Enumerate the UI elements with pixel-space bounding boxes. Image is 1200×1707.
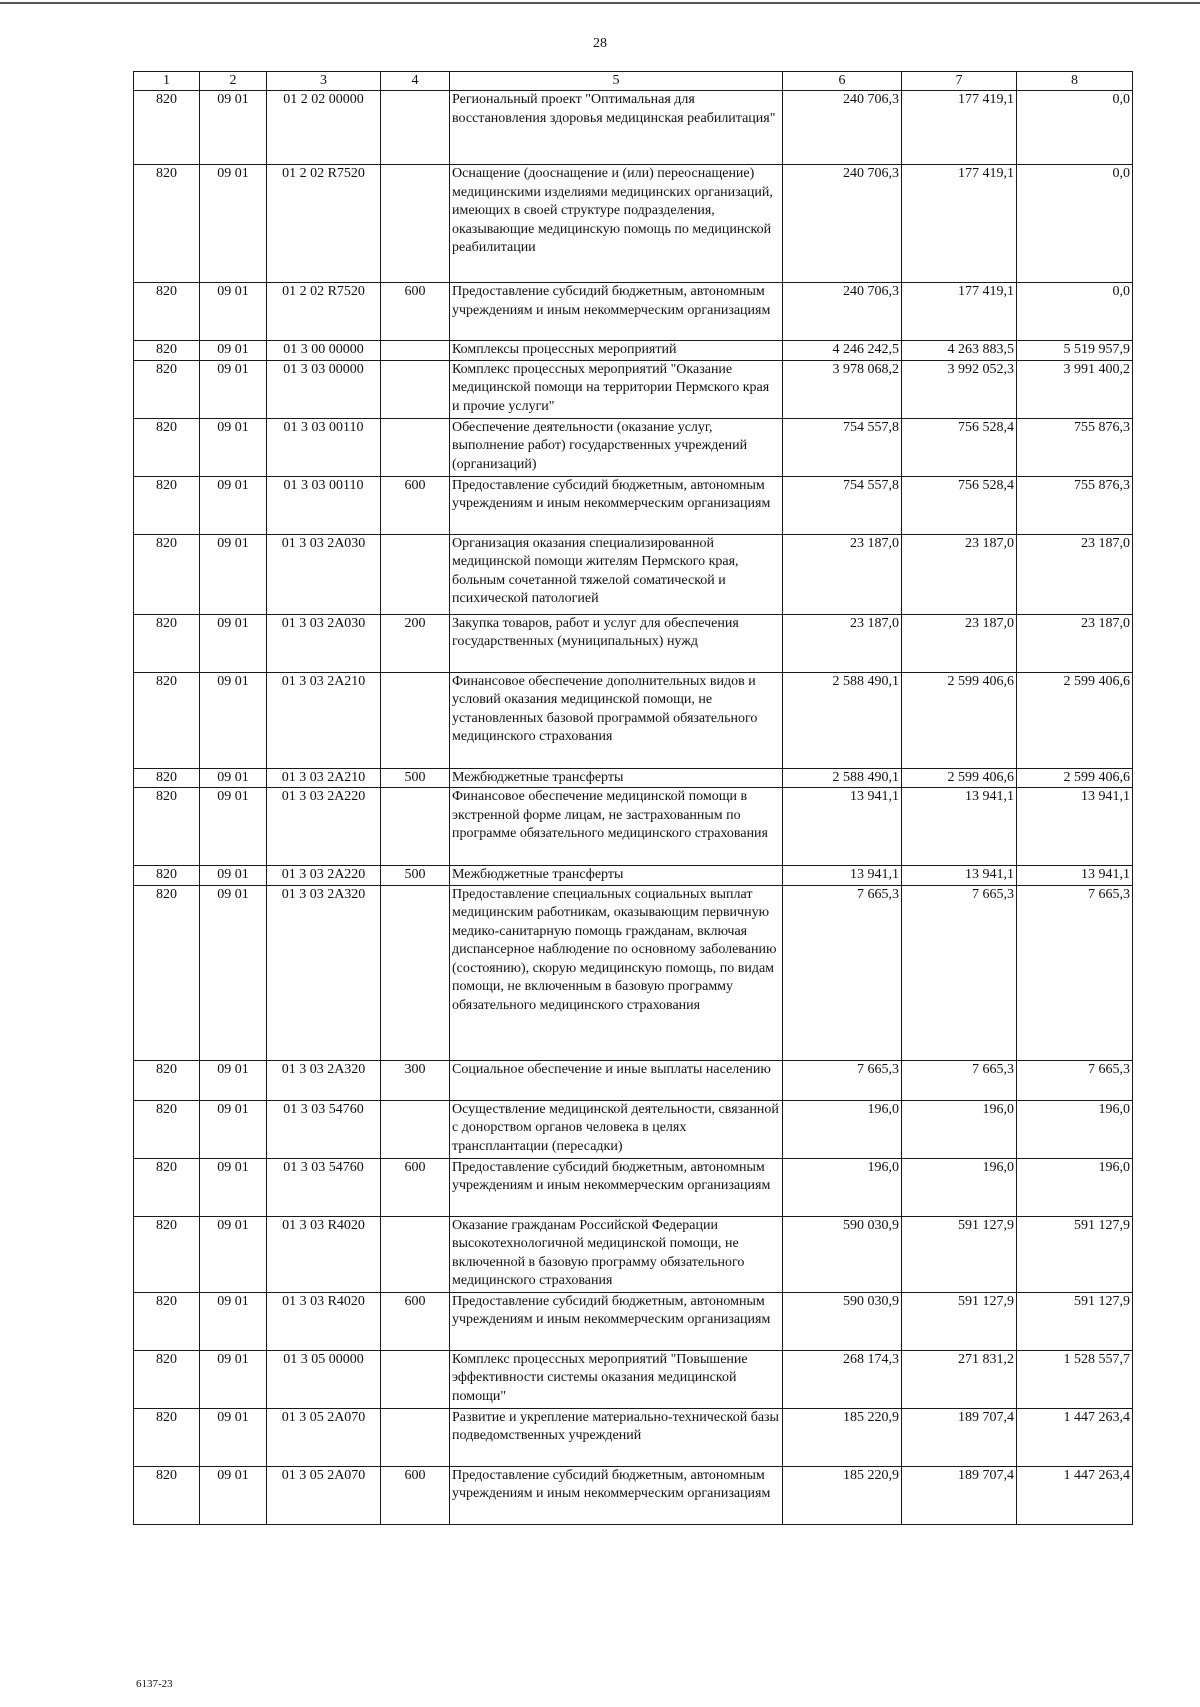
cell-amount-col6: 23 187,0 bbox=[783, 614, 902, 672]
cell-amount-col8: 7 665,3 bbox=[1017, 885, 1133, 1060]
cell-amount-col8: 0,0 bbox=[1017, 91, 1133, 165]
cell-expense-type bbox=[381, 1216, 450, 1292]
cell-description: Организация оказания специализированной медицинской помощи жителям Пермского края, больным сочетанной тяжелой соматической и психической патологией bbox=[450, 534, 783, 614]
cell-amount-col7: 7 665,3 bbox=[902, 885, 1017, 1060]
column-header: 4 bbox=[381, 72, 450, 91]
cell-section-code: 09 01 bbox=[200, 165, 267, 283]
cell-admin-code: 820 bbox=[134, 1292, 200, 1350]
cell-amount-col8: 23 187,0 bbox=[1017, 614, 1133, 672]
cell-description: Обеспечение деятельности (оказание услуг, выполнение работ) государственных учреждений (организаций) bbox=[450, 418, 783, 476]
cell-section-code: 09 01 bbox=[200, 1408, 267, 1466]
cell-description: Оснащение (дооснащение и (или) переоснащение) медицинскими изделиями медицинских организаций, имеющих в своей структуре подразделения, оказывающие медицинскую помощь по медицинской реабилитации bbox=[450, 165, 783, 283]
cell-section-code: 09 01 bbox=[200, 672, 267, 768]
cell-description: Предоставление субсидий бюджетным, автономным учреждениям и иным некоммерческим организациям bbox=[450, 1466, 783, 1524]
cell-target-code: 01 3 03 00110 bbox=[267, 418, 381, 476]
cell-amount-col7: 756 528,4 bbox=[902, 418, 1017, 476]
cell-amount-col6: 13 941,1 bbox=[783, 788, 902, 866]
cell-expense-type bbox=[381, 418, 450, 476]
table-row bbox=[134, 1060, 1133, 1100]
cell-expense-type bbox=[381, 788, 450, 866]
cell-section-code: 09 01 bbox=[200, 283, 267, 341]
cell-amount-col7: 591 127,9 bbox=[902, 1292, 1017, 1350]
cell-amount-col7: 189 707,4 bbox=[902, 1466, 1017, 1524]
cell-amount-col8: 1 447 263,4 bbox=[1017, 1408, 1133, 1466]
cell-section-code: 09 01 bbox=[200, 1350, 267, 1408]
cell-amount-col6: 754 557,8 bbox=[783, 418, 902, 476]
table-row bbox=[134, 341, 1133, 361]
table-row bbox=[134, 91, 1133, 165]
cell-section-code: 09 01 bbox=[200, 1216, 267, 1292]
column-header: 8 bbox=[1017, 72, 1133, 91]
cell-description: Комплекс процессных мероприятий "Повышение эффективности системы оказания медицинской помощи" bbox=[450, 1350, 783, 1408]
table-row bbox=[134, 866, 1133, 886]
column-header: 3 bbox=[267, 72, 381, 91]
cell-amount-col8: 3 991 400,2 bbox=[1017, 360, 1133, 418]
header-row bbox=[134, 72, 1133, 91]
cell-amount-col6: 240 706,3 bbox=[783, 165, 902, 283]
cell-target-code: 01 3 03 2А320 bbox=[267, 885, 381, 1060]
cell-amount-col8: 755 876,3 bbox=[1017, 476, 1133, 534]
cell-target-code: 01 3 03 00000 bbox=[267, 360, 381, 418]
table-row bbox=[134, 1408, 1133, 1466]
cell-target-code: 01 3 03 2А030 bbox=[267, 614, 381, 672]
cell-description: Межбюджетные трансферты bbox=[450, 768, 783, 788]
cell-amount-col7: 591 127,9 bbox=[902, 1216, 1017, 1292]
cell-section-code: 09 01 bbox=[200, 614, 267, 672]
cell-description: Закупка товаров, работ и услуг для обеспечения государственных (муниципальных) нужд bbox=[450, 614, 783, 672]
cell-admin-code: 820 bbox=[134, 788, 200, 866]
cell-expense-type: 600 bbox=[381, 1466, 450, 1524]
cell-admin-code: 820 bbox=[134, 1060, 200, 1100]
cell-section-code: 09 01 bbox=[200, 788, 267, 866]
cell-section-code: 09 01 bbox=[200, 1466, 267, 1524]
cell-section-code: 09 01 bbox=[200, 91, 267, 165]
cell-admin-code: 820 bbox=[134, 885, 200, 1060]
cell-amount-col8: 2 599 406,6 bbox=[1017, 672, 1133, 768]
cell-amount-col6: 13 941,1 bbox=[783, 866, 902, 886]
cell-target-code: 01 3 05 2А070 bbox=[267, 1408, 381, 1466]
cell-description: Финансовое обеспечение медицинской помощи в экстренной форме лицам, не застрахованным по программе обязательного медицинского страхования bbox=[450, 788, 783, 866]
cell-description: Предоставление субсидий бюджетным, автономным учреждениям и иным некоммерческим организациям bbox=[450, 283, 783, 341]
cell-expense-type bbox=[381, 1100, 450, 1158]
cell-description: Оказание гражданам Российской Федерации высокотехнологичной медицинской помощи, не включенной в базовую программу обязательного медицинского страхования bbox=[450, 1216, 783, 1292]
cell-admin-code: 820 bbox=[134, 768, 200, 788]
cell-expense-type bbox=[381, 672, 450, 768]
cell-amount-col8: 591 127,9 bbox=[1017, 1292, 1133, 1350]
table-row bbox=[134, 1100, 1133, 1158]
table-row bbox=[134, 165, 1133, 283]
cell-description: Осуществление медицинской деятельности, связанной с донорством органов человека в целях трансплантации (пересадки) bbox=[450, 1100, 783, 1158]
cell-admin-code: 820 bbox=[134, 91, 200, 165]
cell-amount-col8: 755 876,3 bbox=[1017, 418, 1133, 476]
cell-amount-col8: 2 599 406,6 bbox=[1017, 768, 1133, 788]
budget-table bbox=[133, 71, 1133, 1525]
cell-section-code: 09 01 bbox=[200, 768, 267, 788]
cell-description: Предоставление субсидий бюджетным, автономным учреждениям и иным некоммерческим организациям bbox=[450, 476, 783, 534]
cell-amount-col6: 7 665,3 bbox=[783, 1060, 902, 1100]
table-row bbox=[134, 360, 1133, 418]
cell-amount-col6: 4 246 242,5 bbox=[783, 341, 902, 361]
cell-description: Комплексы процессных мероприятий bbox=[450, 341, 783, 361]
cell-description: Комплекс процессных мероприятий "Оказание медицинской помощи на территории Пермского края и прочие услуги" bbox=[450, 360, 783, 418]
cell-amount-col7: 13 941,1 bbox=[902, 866, 1017, 886]
cell-amount-col6: 23 187,0 bbox=[783, 534, 902, 614]
cell-expense-type bbox=[381, 1408, 450, 1466]
cell-amount-col8: 7 665,3 bbox=[1017, 1060, 1133, 1100]
cell-target-code: 01 2 02 00000 bbox=[267, 91, 381, 165]
footer-document-code: 6137-23 bbox=[136, 1678, 173, 1690]
table-row bbox=[134, 1292, 1133, 1350]
table-row bbox=[134, 885, 1133, 1060]
cell-expense-type bbox=[381, 91, 450, 165]
cell-expense-type: 600 bbox=[381, 1158, 450, 1216]
cell-admin-code: 820 bbox=[134, 165, 200, 283]
cell-amount-col8: 0,0 bbox=[1017, 283, 1133, 341]
cell-target-code: 01 2 02 R7520 bbox=[267, 165, 381, 283]
top-rule bbox=[0, 2, 1200, 4]
cell-amount-col6: 196,0 bbox=[783, 1100, 902, 1158]
cell-amount-col7: 177 419,1 bbox=[902, 165, 1017, 283]
cell-amount-col8: 196,0 bbox=[1017, 1158, 1133, 1216]
cell-target-code: 01 3 03 2А210 bbox=[267, 672, 381, 768]
page-number: 28 bbox=[593, 36, 607, 51]
cell-section-code: 09 01 bbox=[200, 360, 267, 418]
cell-amount-col7: 756 528,4 bbox=[902, 476, 1017, 534]
cell-amount-col8: 23 187,0 bbox=[1017, 534, 1133, 614]
table-row bbox=[134, 768, 1133, 788]
cell-target-code: 01 3 03 R4020 bbox=[267, 1216, 381, 1292]
cell-amount-col7: 23 187,0 bbox=[902, 534, 1017, 614]
cell-amount-col6: 185 220,9 bbox=[783, 1466, 902, 1524]
cell-section-code: 09 01 bbox=[200, 341, 267, 361]
table-row bbox=[134, 283, 1133, 341]
cell-target-code: 01 3 03 54760 bbox=[267, 1158, 381, 1216]
cell-amount-col6: 590 030,9 bbox=[783, 1292, 902, 1350]
cell-target-code: 01 3 03 2А220 bbox=[267, 866, 381, 886]
cell-expense-type: 500 bbox=[381, 768, 450, 788]
cell-description: Межбюджетные трансферты bbox=[450, 866, 783, 886]
cell-expense-type bbox=[381, 1350, 450, 1408]
cell-description: Предоставление субсидий бюджетным, автономным учреждениям и иным некоммерческим организациям bbox=[450, 1292, 783, 1350]
column-header: 2 bbox=[200, 72, 267, 91]
cell-section-code: 09 01 bbox=[200, 885, 267, 1060]
table-row bbox=[134, 418, 1133, 476]
cell-amount-col7: 2 599 406,6 bbox=[902, 768, 1017, 788]
cell-amount-col8: 0,0 bbox=[1017, 165, 1133, 283]
cell-admin-code: 820 bbox=[134, 360, 200, 418]
cell-amount-col8: 1 528 557,7 bbox=[1017, 1350, 1133, 1408]
cell-section-code: 09 01 bbox=[200, 476, 267, 534]
cell-amount-col7: 3 992 052,3 bbox=[902, 360, 1017, 418]
cell-description: Предоставление специальных социальных выплат медицинским работникам, оказывающим первичную медико-санитарную помощь гражданам, включая диспансерное наблюдение по основному заболеванию (состоянию), скорую медицинскую помощь, по видам помощи, не включенным в базовую программу обязательного медицинского страхования bbox=[450, 885, 783, 1060]
cell-section-code: 09 01 bbox=[200, 1292, 267, 1350]
cell-section-code: 09 01 bbox=[200, 1158, 267, 1216]
table-row bbox=[134, 672, 1133, 768]
cell-description: Социальное обеспечение и иные выплаты населению bbox=[450, 1060, 783, 1100]
cell-amount-col6: 196,0 bbox=[783, 1158, 902, 1216]
cell-admin-code: 820 bbox=[134, 1100, 200, 1158]
cell-target-code: 01 3 03 00110 bbox=[267, 476, 381, 534]
cell-admin-code: 820 bbox=[134, 1158, 200, 1216]
cell-description: Финансовое обеспечение дополнительных видов и условий оказания медицинской помощи, не установленных базовой программой обязательного медицинского страхования bbox=[450, 672, 783, 768]
cell-amount-col6: 2 588 490,1 bbox=[783, 768, 902, 788]
cell-amount-col7: 271 831,2 bbox=[902, 1350, 1017, 1408]
cell-amount-col7: 23 187,0 bbox=[902, 614, 1017, 672]
cell-expense-type: 300 bbox=[381, 1060, 450, 1100]
cell-amount-col6: 268 174,3 bbox=[783, 1350, 902, 1408]
cell-amount-col6: 240 706,3 bbox=[783, 91, 902, 165]
cell-amount-col6: 590 030,9 bbox=[783, 1216, 902, 1292]
table-row bbox=[134, 614, 1133, 672]
cell-expense-type bbox=[381, 534, 450, 614]
cell-target-code: 01 3 05 00000 bbox=[267, 1350, 381, 1408]
cell-description: Региональный проект "Оптимальная для восстановления здоровья медицинская реабилитация" bbox=[450, 91, 783, 165]
cell-amount-col6: 240 706,3 bbox=[783, 283, 902, 341]
cell-target-code: 01 3 03 2А320 bbox=[267, 1060, 381, 1100]
cell-target-code: 01 3 03 R4020 bbox=[267, 1292, 381, 1350]
cell-amount-col7: 177 419,1 bbox=[902, 283, 1017, 341]
cell-target-code: 01 3 03 2А210 bbox=[267, 768, 381, 788]
cell-target-code: 01 2 02 R7520 bbox=[267, 283, 381, 341]
cell-expense-type: 600 bbox=[381, 476, 450, 534]
cell-amount-col8: 591 127,9 bbox=[1017, 1216, 1133, 1292]
cell-amount-col7: 7 665,3 bbox=[902, 1060, 1017, 1100]
table-row bbox=[134, 1466, 1133, 1524]
table-row bbox=[134, 1216, 1133, 1292]
cell-admin-code: 820 bbox=[134, 1216, 200, 1292]
cell-admin-code: 820 bbox=[134, 1350, 200, 1408]
cell-section-code: 09 01 bbox=[200, 1060, 267, 1100]
cell-amount-col6: 185 220,9 bbox=[783, 1408, 902, 1466]
cell-admin-code: 820 bbox=[134, 534, 200, 614]
cell-expense-type bbox=[381, 165, 450, 283]
cell-expense-type: 500 bbox=[381, 866, 450, 886]
cell-amount-col7: 13 941,1 bbox=[902, 788, 1017, 866]
cell-admin-code: 820 bbox=[134, 283, 200, 341]
cell-amount-col8: 196,0 bbox=[1017, 1100, 1133, 1158]
cell-section-code: 09 01 bbox=[200, 534, 267, 614]
column-header: 1 bbox=[134, 72, 200, 91]
table-row bbox=[134, 1350, 1133, 1408]
cell-amount-col8: 13 941,1 bbox=[1017, 866, 1133, 886]
cell-amount-col6: 754 557,8 bbox=[783, 476, 902, 534]
cell-target-code: 01 3 05 2А070 bbox=[267, 1466, 381, 1524]
cell-admin-code: 820 bbox=[134, 866, 200, 886]
cell-amount-col6: 7 665,3 bbox=[783, 885, 902, 1060]
cell-admin-code: 820 bbox=[134, 418, 200, 476]
cell-admin-code: 820 bbox=[134, 614, 200, 672]
cell-amount-col7: 196,0 bbox=[902, 1100, 1017, 1158]
table-row bbox=[134, 1158, 1133, 1216]
cell-amount-col6: 2 588 490,1 bbox=[783, 672, 902, 768]
cell-expense-type: 600 bbox=[381, 1292, 450, 1350]
cell-target-code: 01 3 03 54760 bbox=[267, 1100, 381, 1158]
cell-section-code: 09 01 bbox=[200, 866, 267, 886]
cell-expense-type bbox=[381, 885, 450, 1060]
cell-target-code: 01 3 03 2А220 bbox=[267, 788, 381, 866]
column-header: 7 bbox=[902, 72, 1017, 91]
cell-description: Развитие и укрепление материально-технической базы подведомственных учреждений bbox=[450, 1408, 783, 1466]
cell-expense-type bbox=[381, 341, 450, 361]
cell-admin-code: 820 bbox=[134, 672, 200, 768]
cell-admin-code: 820 bbox=[134, 1466, 200, 1524]
cell-amount-col8: 1 447 263,4 bbox=[1017, 1466, 1133, 1524]
cell-amount-col8: 5 519 957,9 bbox=[1017, 341, 1133, 361]
table-row bbox=[134, 476, 1133, 534]
column-header: 5 bbox=[450, 72, 783, 91]
cell-admin-code: 820 bbox=[134, 476, 200, 534]
cell-admin-code: 820 bbox=[134, 341, 200, 361]
column-header: 6 bbox=[783, 72, 902, 91]
cell-expense-type: 600 bbox=[381, 283, 450, 341]
cell-section-code: 09 01 bbox=[200, 418, 267, 476]
table-row bbox=[134, 788, 1133, 866]
cell-amount-col6: 3 978 068,2 bbox=[783, 360, 902, 418]
cell-amount-col7: 189 707,4 bbox=[902, 1408, 1017, 1466]
cell-description: Предоставление субсидий бюджетным, автономным учреждениям и иным некоммерческим организациям bbox=[450, 1158, 783, 1216]
table-row bbox=[134, 534, 1133, 614]
cell-expense-type: 200 bbox=[381, 614, 450, 672]
cell-amount-col7: 196,0 bbox=[902, 1158, 1017, 1216]
cell-expense-type bbox=[381, 360, 450, 418]
cell-amount-col7: 4 263 883,5 bbox=[902, 341, 1017, 361]
cell-section-code: 09 01 bbox=[200, 1100, 267, 1158]
cell-admin-code: 820 bbox=[134, 1408, 200, 1466]
cell-target-code: 01 3 03 2А030 bbox=[267, 534, 381, 614]
cell-amount-col8: 13 941,1 bbox=[1017, 788, 1133, 866]
cell-target-code: 01 3 00 00000 bbox=[267, 341, 381, 361]
cell-amount-col7: 2 599 406,6 bbox=[902, 672, 1017, 768]
cell-amount-col7: 177 419,1 bbox=[902, 91, 1017, 165]
